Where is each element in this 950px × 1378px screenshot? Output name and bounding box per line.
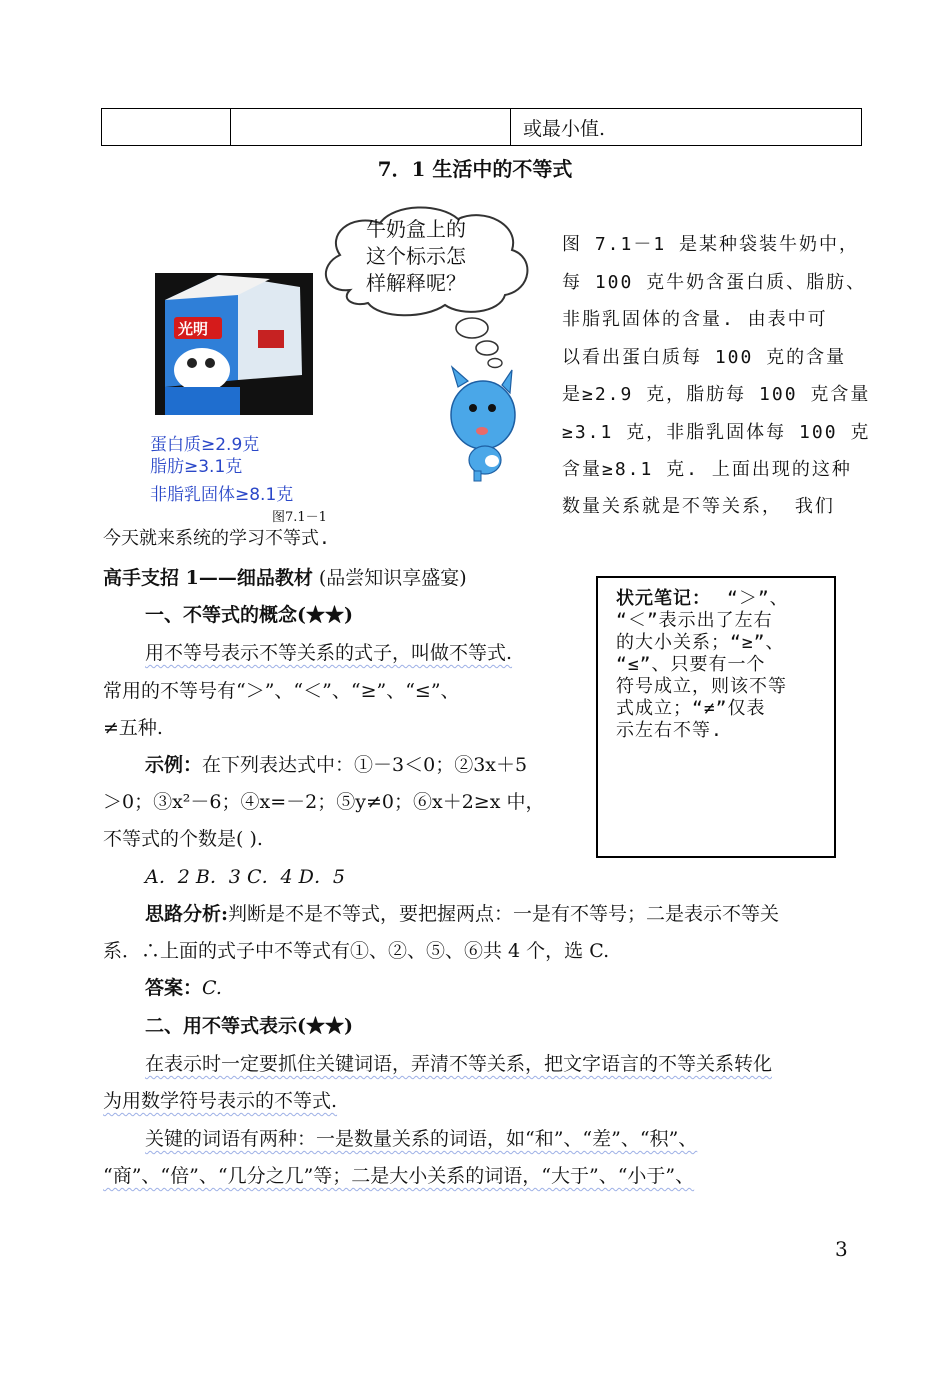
paragraph-line	[145, 642, 512, 664]
figure-label: 脂肪≥3.1克	[150, 457, 243, 477]
figure-label: 蛋白质≥2.9克	[150, 435, 260, 455]
intro-line: 数量关系就是不等关系， 我们	[562, 496, 835, 517]
example-line	[145, 754, 527, 776]
intro-line: 非脂乳固体的含量. 由表中可	[562, 309, 828, 330]
table-cell: 或最小值.	[511, 109, 862, 146]
main-heading	[103, 567, 467, 589]
example-label: 示例：	[145, 754, 203, 776]
note-line: 式成立；“≠”仅表	[616, 698, 766, 719]
bubble-text	[366, 216, 466, 297]
intro-line: 每 100 克牛奶含蛋白质、脂肪、	[562, 272, 867, 293]
note-line: 的大小关系；“≥”、	[616, 632, 785, 653]
bubble-line: 样解释呢？	[366, 271, 466, 295]
main-heading-note: (品尝知识享盛宴)	[312, 567, 467, 589]
figure-label: 非脂乳固体≥8.1克	[150, 485, 294, 505]
example-line: ＞0；③x²－6；④x=－2；⑤y≠0；⑥x＋2≥x 中，	[103, 791, 545, 813]
main-heading-bold: 高手支招 1——细品教材	[103, 567, 313, 589]
table-cell	[231, 109, 511, 146]
answer-value: C.	[202, 977, 222, 999]
paragraph-line	[145, 1128, 697, 1150]
intro-line: 含量≥8.1 克. 上面出现的这种	[562, 459, 852, 480]
note-line: “＜”表示出了左右	[616, 610, 773, 631]
paragraph-line	[103, 1165, 694, 1187]
subheading-2: 二、用不等式表示(★★)	[145, 1015, 353, 1037]
intro-line: 以看出蛋白质每 100 克的含量	[562, 347, 847, 368]
paragraph-line: ≠五种.	[103, 717, 163, 739]
note-text: “＞”、	[727, 588, 789, 609]
note-line: 示左右不等.	[616, 720, 723, 741]
intro-line: 是≥2.9 克，脂肪每 100 克含量	[562, 384, 871, 405]
note-box	[596, 576, 836, 858]
figure-caption: 图7.1－1	[272, 510, 327, 525]
example-options: A．2 B．3 C．4 D．5	[145, 866, 345, 888]
paragraph-text: 用不等号表示不等关系的式子，叫做不等式.	[145, 642, 513, 664]
analysis-label: 思路分析:	[145, 903, 229, 925]
carton-brand: 光明	[178, 320, 209, 338]
paragraph-line	[145, 1053, 772, 1075]
answer-line	[145, 977, 222, 999]
analysis-text: 判断是不是不等式，要把握两点：一是有不等号；二是表示不等关	[228, 903, 780, 925]
bubble-line: 牛奶盒上的	[366, 217, 466, 241]
paragraph-line: 常用的不等号有“＞”、“＜”、“≥”、“≤”、	[103, 680, 460, 702]
note-line: 符号成立，则该不等	[616, 676, 787, 697]
table-cell	[102, 109, 231, 146]
page-number: 3	[835, 1237, 848, 1261]
bubble-line: 这个标示怎	[366, 244, 466, 268]
example-text: 在下列表达式中：①－3＜0；②3x＋5	[202, 754, 528, 776]
example-line: 不等式的个数是( ).	[103, 828, 263, 850]
note-title: 状元笔记：	[616, 588, 711, 609]
section-title: 7．1 生活中的不等式	[377, 157, 573, 181]
note-line: “≤”、只要有一个	[616, 654, 766, 675]
top-table	[101, 108, 862, 146]
cartoon-character	[451, 367, 515, 481]
intro-line: 图 7.1－1 是某种袋装牛奶中，	[562, 234, 860, 255]
paragraph-line	[103, 1090, 337, 1112]
answer-label: 答案：	[145, 977, 203, 999]
intro-line: ≥3.1 克，非脂乳固体每 100 克	[562, 422, 871, 443]
paragraph-text: 在表示时一定要抓住关键词语，弄清不等关系，把文字语言的不等关系转化	[145, 1053, 773, 1075]
paragraph-text: 关键的词语有两种：一是数量关系的词语，如“和”、“差”、“积”、	[145, 1128, 698, 1150]
subheading-1: 一、不等式的概念(★★)	[145, 604, 353, 626]
intro-tail: 今天就来系统的学习不等式.	[103, 528, 330, 549]
analysis-line: 系．∴上面的式子中不等式有①、②、⑤、⑥共 4 个，选 C.	[103, 940, 610, 962]
note-line	[616, 588, 789, 610]
analysis-line	[145, 903, 779, 925]
paragraph-text: 为用数学符号表示的不等式.	[103, 1090, 338, 1112]
paragraph-text: “商”、“倍”、“几分之几”等；二是大小关系的词语，“大于”、“小于”、	[103, 1165, 695, 1187]
milk-carton-image	[155, 273, 313, 415]
